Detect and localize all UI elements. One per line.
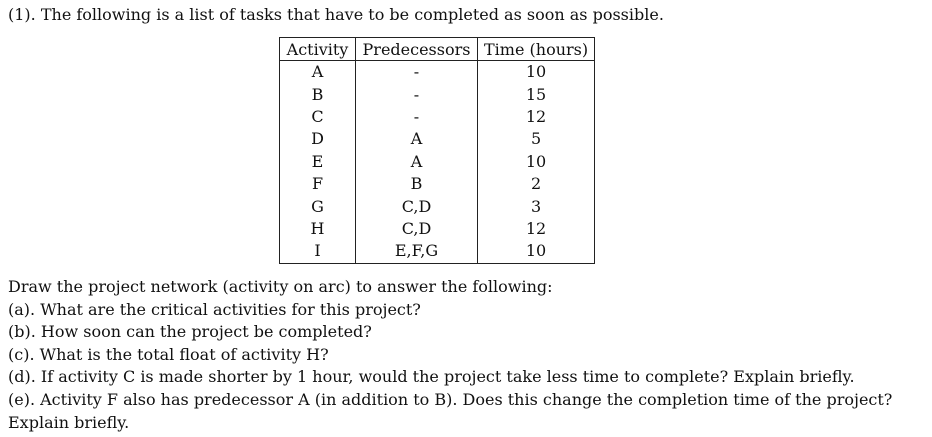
table-row — [280, 106, 595, 128]
table-row — [280, 195, 595, 217]
cell-activity: I — [280, 240, 356, 263]
header-activity: Activity — [280, 38, 356, 61]
cell-predecessors: - — [356, 83, 478, 105]
cell-time: 10 — [478, 151, 595, 173]
question-e: (e). Activity F also has predecessor A (in addition to B). Does this change the completion time of the project? — [8, 389, 893, 409]
cell-time: 10 — [478, 240, 595, 263]
question-e-continuation: Explain briefly. — [8, 412, 130, 432]
network-instruction: Draw the project network (activity on arc) to answer the following: — [8, 277, 553, 296]
problem-intro: (1). The following is a list of tasks that have to be completed as soon as possible. — [8, 5, 664, 24]
cell-activity: C — [280, 106, 356, 128]
table-row — [280, 151, 595, 173]
table-row — [280, 218, 595, 240]
question-b: (b). How soon can the project be completed? — [8, 322, 372, 342]
cell-predecessors: A — [356, 151, 478, 173]
cell-time: 5 — [478, 128, 595, 150]
cell-time: 10 — [478, 61, 595, 84]
cell-activity: G — [280, 195, 356, 217]
cell-time: 2 — [478, 173, 595, 195]
table-row — [280, 83, 595, 105]
cell-time: 15 — [478, 83, 595, 105]
table-header-row — [280, 38, 595, 61]
cell-predecessors: B — [356, 173, 478, 195]
cell-predecessors: - — [356, 61, 478, 84]
cell-activity: H — [280, 218, 356, 240]
cell-activity: D — [280, 128, 356, 150]
cell-activity: A — [280, 61, 356, 84]
cell-activity: E — [280, 151, 356, 173]
header-time: Time (hours) — [478, 38, 595, 61]
cell-time: 12 — [478, 218, 595, 240]
table-row — [280, 61, 595, 84]
table-row — [280, 240, 595, 263]
table-row — [280, 173, 595, 195]
question-a: (a). What are the critical activities for this project? — [8, 299, 421, 319]
cell-time: 3 — [478, 195, 595, 217]
cell-predecessors: C,D — [356, 195, 478, 217]
cell-predecessors: E,F,G — [356, 240, 478, 263]
cell-time: 12 — [478, 106, 595, 128]
cell-predecessors: - — [356, 106, 478, 128]
task-table — [279, 37, 595, 264]
cell-predecessors: C,D — [356, 218, 478, 240]
cell-activity: F — [280, 173, 356, 195]
question-c: (c). What is the total float of activity H? — [8, 344, 329, 364]
cell-predecessors: A — [356, 128, 478, 150]
cell-activity: B — [280, 83, 356, 105]
question-d: (d). If activity C is made shorter by 1 hour, would the project take less time to complete? Explain briefly. — [8, 367, 855, 387]
question-list — [8, 276, 892, 434]
header-predecessors: Predecessors — [356, 38, 478, 61]
table-row — [280, 128, 595, 150]
